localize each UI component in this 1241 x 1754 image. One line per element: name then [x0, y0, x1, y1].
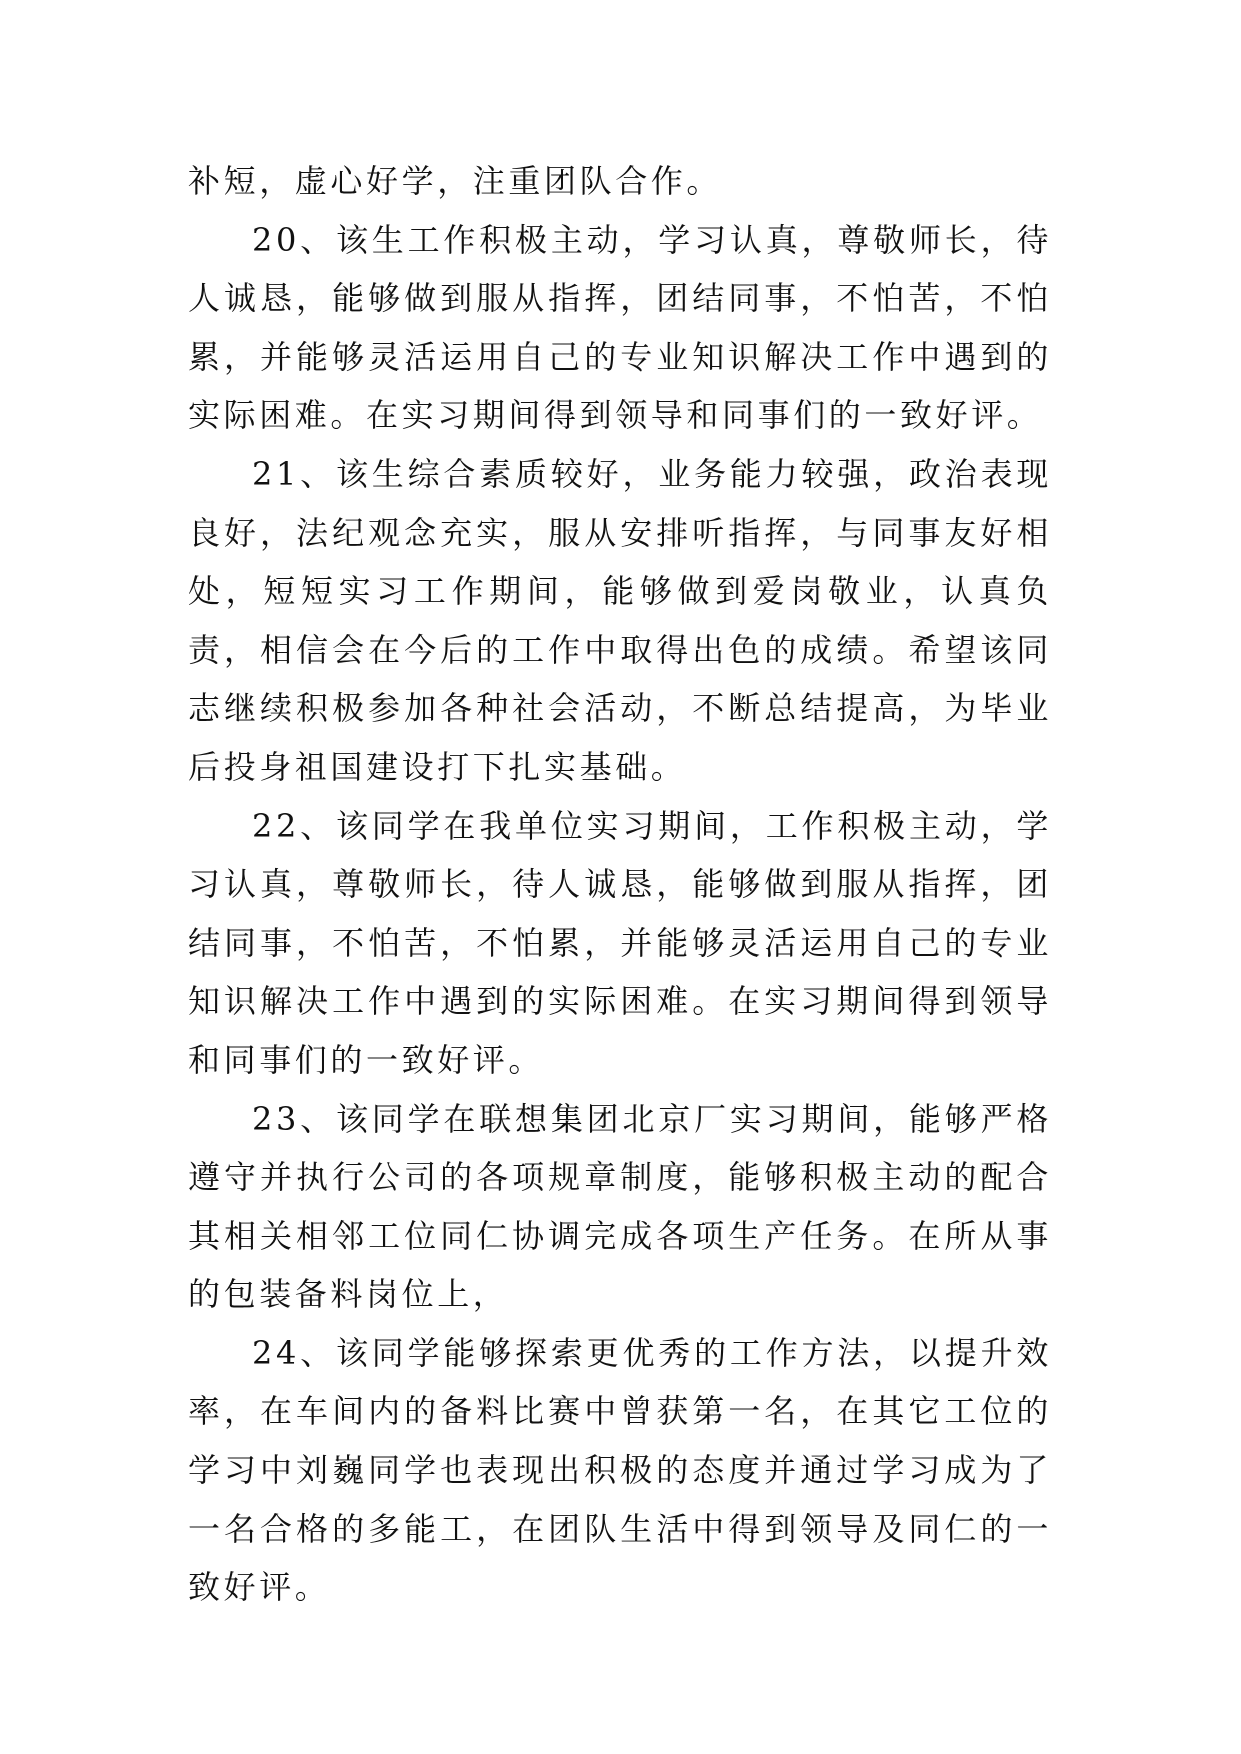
paragraph-item-24: 24、该同学能够探索更优秀的工作方法，以提升效率，在车间内的备料比赛中曾获第一名，在其它工位的学习中刘巍同学也表现出积极的态度并通过学习成为了一名合格的多能工，在团队生活中得到领导及同仁的一致好评。: [188, 1333, 1052, 1607]
paragraph-item-21: 21、该生综合素质较好，业务能力较强，政治表现良好，法纪观念充实，服从安排听指挥，与同事友好相处，短短实习工作期间，能够做到爱岗敬业，认真负责，相信会在今后的工作中取得出色的成绩。希望该同志继续积极参加各种社会活动，不断总结提高，为毕业后投身祖国建设打下扎实基础。: [188, 454, 1052, 786]
paragraph-item-23: 23、该同学在联想集团北京厂实习期间，能够严格遵守并执行公司的各项规章制度，能够积极主动的配合其相关相邻工位同仁协调完成各项生产任务。在所从事的包装备料岗位上，: [188, 1099, 1052, 1314]
paragraph-continuation: 补短，虚心好学，注重团队合作。: [188, 162, 723, 200]
paragraph-item-20: 20、该生工作积极主动，学习认真，尊敬师长，待人诚恳，能够做到服从指挥，团结同事，不怕苦，不怕累，并能够灵活运用自己的专业知识解决工作中遇到的实际困难。在实习期间得到领导和同事们的一致好评。: [188, 220, 1052, 435]
paragraph-item-22: 22、该同学在我单位实习期间，工作积极主动，学习认真，尊敬师长，待人诚恳，能够做到服从指挥，团结同事，不怕苦，不怕累，并能够灵活运用自己的专业知识解决工作中遇到的实际困难。在实习期间得到领导和同事们的一致好评。: [188, 806, 1052, 1079]
document-body: [188, 152, 1052, 1617]
